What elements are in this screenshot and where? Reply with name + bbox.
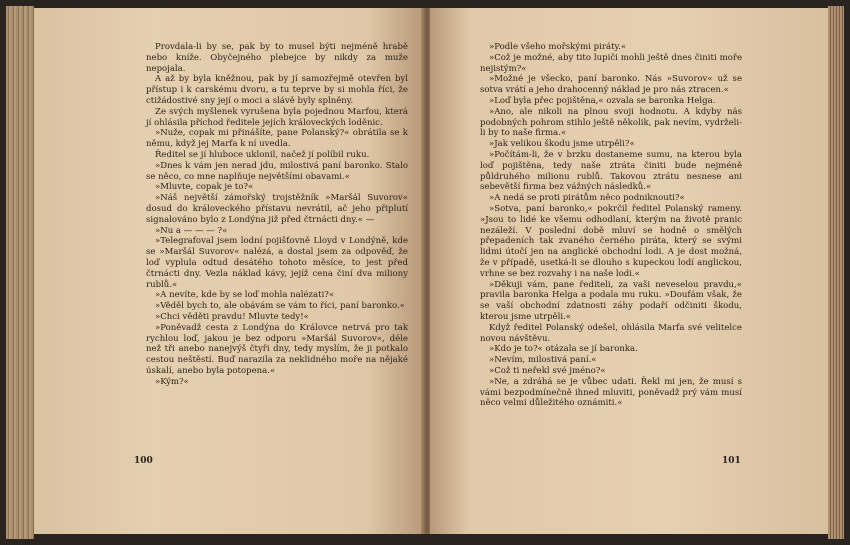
paragraph: »Ne, a zdráhá se je vůbec udati. Řekl mi jen, že musí s vámi bezpodmínečně ihned mluviti, poněvadž prý vám musí něco velmi důležitého oznámiti.« (480, 376, 742, 409)
paragraph: »Ano, ale nikoli na plnou svoji hodnotu. A kdyby nás podobných pohrom stihlo ještě několik, pak nevím, vydrželi-li by to naše firma.« (480, 106, 742, 139)
paragraph: »Počítám-li, že v brzku dostaneme sumu, na kterou byla loď pojištěna, tedy naše ztráta činiti bude nejméně půldruhého milionu rublů. Takovou ztrátu nesnese ani sebevětší firma bez vážných následků.« (480, 149, 742, 193)
paragraph: »Jak velikou škodu jsme utrpěli?« (489, 139, 635, 150)
paragraph: »Podle všeho mořskými piráty.« (489, 42, 627, 52)
paragraph: Když ředitel Polanský odešel, ohlásila Marfa své velitelce novou návštěvu. (480, 322, 742, 344)
paragraph: »Děkuji vám, pane řediteli, za vaši neveselou pravdu,« pravila baronka Helga a podala mu ruku. »Doufám však, že se vaší obchodní zdatnosti záhy podaří odčiniti škodu, kterou jsme utrpěli.« (480, 279, 742, 322)
page-edges-left (6, 6, 34, 539)
right-page (430, 8, 828, 534)
page-edges-right (828, 6, 844, 539)
left-page-text (146, 42, 408, 388)
paragraph: »Poněvadž cesta z Londýna do Královce netrvá pro tak rychlou loď, jakou je bez odporu »Maršál Suvorov«, déle než tři anebo nanejvýš čtyři dny, tedy myslím, že ji potkalo cestou neštěstí. Buď narazila za neklidného moře na nějaké úskalí, anebo byla potopena.« (146, 322, 408, 376)
paragraph: »Telegrafoval jsem lodní pojišťovně Lloyd v Londýně, kde se »Maršál Suvorov« nalézá, a dostal jsem za odpověď, že loď vyplula odtud desátého tohoto měsíce, to jest před čtrnácti dny. Vezla náklad kávy, jejíž cena činí dva miliony rublů.« (146, 236, 408, 290)
paragraph: »Což ti neřekl své jméno?« (489, 365, 606, 376)
paragraph: »Mluvte, copak je to?« (155, 182, 254, 193)
paragraph: »Možné je všecko, paní baronko. Nás »Suvorov« už se sotva vrátí a jeho drahocenný náklad je pro nás ztracen.« (480, 74, 742, 96)
paragraph: »Kdo je to?« otázala se jí baronka. (489, 344, 638, 355)
paragraph: Ředitel se jí hluboce uklonil, načež jí políbil ruku. (155, 149, 370, 160)
paragraph: »Nuže, copak mi přinášíte, pane Polanský?« obrátila se k němu, když jej Marfa k ní uvedla. (146, 128, 408, 150)
paragraph: Provdala-li by se, pak by to musel býti nejméně hrabě nebo kníže. Obyčejného plebejce by nikdy za muže nepojala. (146, 42, 408, 74)
left-page (34, 8, 424, 534)
paragraph: »Chci věděti pravdu! Mluvte tedy!« (155, 311, 309, 322)
page-number-right: 101 (722, 456, 741, 466)
right-page-text (480, 42, 742, 409)
paragraph: A až by byla kněžnou, pak by jí samozřejmě otevřen byl přístup i k carskému dvoru, a tu teprve by si mohla říci, že ctižádostivé sny její o moci a slávě byly splněny. (146, 74, 408, 106)
paragraph: »Nevím, milostivá paní.« (489, 355, 597, 366)
paragraph: »Loď byla přec pojištěna,« ozvala se baronka Helga. (489, 95, 716, 106)
paragraph: Ze svých myšlenek vyrušena byla pojednou Marfou, která jí ohlásila příchod ředitele jejích královeckých loděnic. (146, 106, 408, 128)
page-number-left: 100 (134, 456, 153, 466)
paragraph: »Nu a — — — ?« (155, 225, 228, 236)
paragraph: »Dnes k vám jen nerad jdu, milostivá paní baronko. Stalo se něco, co mne naplňuje největšími obavami.« (146, 160, 408, 182)
paragraph: »Věděl bych to, ale obávám se vám to říci, paní baronko.« (155, 301, 405, 312)
paragraph: »Sotva, paní baronko,« pokrčil ředitel Polanský rameny. »Jsou to lidé ke všemu odhodlaní, kterým na životě pranic nezáleží. V poslední době mluví se hodně o smělých přepadeních tak zvaného černého piráta, který se svými lidmi útočí jen na anglické obchodní lodi. A je dost možná, že v případě, usetká-li se dlouho s kupeckou lodí anglickou, vrhne se bez rozvahy i na naše lodi.« (480, 203, 742, 279)
paragraph: »Což je možné, aby tito lupiči mohli ještě dnes činiti moře nejistým?« (480, 52, 742, 74)
paragraph: »A nedá se proti pirátům něco podniknouti?« (489, 193, 685, 204)
paragraph: »Náš největší zámořský trojstěžník »Maršál Suvorov« dosud do královeckého přístavu nevrátil, ač jeho připlutí signalováno bylo z Londýna již před čtrnácti dny.« — (146, 193, 408, 225)
paragraph: »A nevíte, kde by se loď mohla nalézati?« (155, 290, 335, 301)
paragraph: »Kým?« (155, 376, 189, 387)
